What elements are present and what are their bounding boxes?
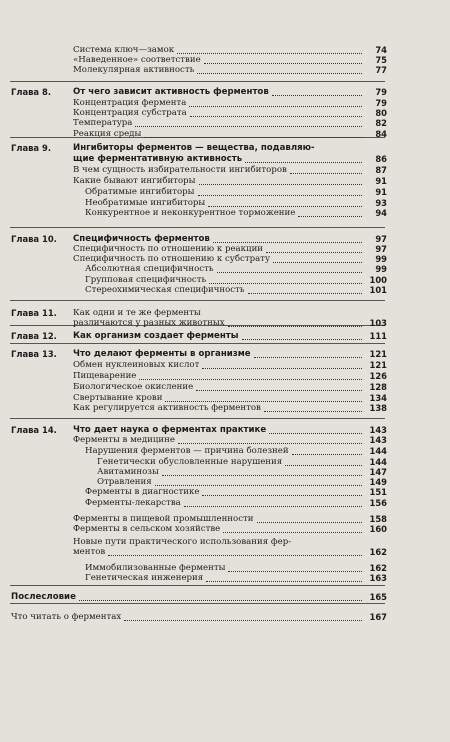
page-number: 138 bbox=[369, 403, 387, 413]
page-number: 79 bbox=[375, 87, 387, 97]
section-divider bbox=[10, 81, 385, 82]
page-number: 143 bbox=[369, 435, 387, 445]
entry-title: Система ключ—замок bbox=[73, 45, 175, 55]
entry-title: Отравления bbox=[97, 477, 152, 487]
dot-leader bbox=[248, 282, 362, 294]
toc-entry bbox=[0, 498, 450, 509]
entry-title: Пищеварение bbox=[73, 371, 137, 381]
page-number: 97 bbox=[375, 244, 387, 254]
page-number: 79 bbox=[375, 98, 387, 108]
page-number: 134 bbox=[369, 393, 387, 403]
page-number: 143 bbox=[369, 425, 387, 435]
page-number: 103 bbox=[369, 318, 387, 328]
entry-title: Реакция среды bbox=[73, 129, 142, 139]
section-divider bbox=[10, 418, 385, 419]
entry-title: В чем сущность избирательности ингибиторов bbox=[73, 165, 287, 175]
entry-title: Иммобилизованные ферменты bbox=[85, 563, 226, 573]
entry-title: Ферменты в диагностике bbox=[85, 487, 200, 497]
entry-title: «Наведенное» соответствие bbox=[73, 55, 201, 65]
page-number: 144 bbox=[369, 457, 387, 467]
page-number: 163 bbox=[369, 573, 387, 583]
page-number: 99 bbox=[375, 264, 387, 274]
page-number: 121 bbox=[369, 360, 387, 370]
page-number: 99 bbox=[375, 254, 387, 264]
page-number: 162 bbox=[369, 563, 387, 573]
chapter-number: Глава 10. bbox=[11, 234, 57, 244]
page-number: 101 bbox=[369, 285, 387, 295]
toc-entry bbox=[0, 331, 450, 342]
entry-title: Абсолютная специфичность bbox=[85, 264, 214, 274]
entry-title: Что читать о ферментах bbox=[11, 612, 122, 622]
entry-title: От чего зависит активность ферментов bbox=[73, 87, 269, 97]
chapter-number: Глава 12. bbox=[11, 331, 57, 341]
entry-title: Что дает наука о ферментах практике bbox=[73, 425, 267, 435]
entry-title: щие ферментативную активность bbox=[73, 154, 243, 164]
entry-title: Ингибиторы ферментов — вещества, подавляю- bbox=[73, 143, 315, 153]
entry-title: Ферменты в пищевой промышленности bbox=[73, 514, 254, 524]
entry-title: Генетическая инженерия bbox=[85, 573, 204, 583]
entry-title: Концентрация фермента bbox=[73, 98, 187, 108]
entry-title: Нарушения ферментов — причина болезней bbox=[85, 446, 289, 456]
page-number: 86 bbox=[375, 154, 387, 164]
toc-entry bbox=[0, 547, 450, 558]
page-number: 151 bbox=[369, 487, 387, 497]
entry-title: Послесловие bbox=[11, 592, 76, 602]
entry-title: Ферменты в медицине bbox=[73, 435, 175, 445]
toc-entry bbox=[0, 154, 450, 165]
page-number: 74 bbox=[375, 45, 387, 55]
page-number: 82 bbox=[375, 118, 387, 128]
toc-entry bbox=[0, 318, 450, 329]
toc-entry bbox=[0, 435, 450, 446]
dot-leader bbox=[242, 328, 362, 340]
toc-entry bbox=[0, 129, 450, 140]
dot-leader bbox=[206, 570, 362, 582]
page-number: 93 bbox=[375, 198, 387, 208]
entry-title: Новые пути практического использования фер- bbox=[73, 537, 292, 547]
dot-leader bbox=[223, 521, 362, 533]
entry-title: Обмен нуклеиновых кислот bbox=[73, 360, 200, 370]
entry-title: Молекулярная активность bbox=[73, 65, 195, 75]
page-number: 91 bbox=[375, 187, 387, 197]
chapter-number: Глава 9. bbox=[11, 143, 51, 153]
toc-entry bbox=[0, 65, 450, 76]
entry-title: Специфичность по отношению к реакции bbox=[73, 244, 264, 254]
page-number: 91 bbox=[375, 176, 387, 186]
entry-title: Авитаминозы bbox=[97, 467, 159, 477]
dot-leader bbox=[124, 609, 362, 621]
dot-leader bbox=[197, 62, 362, 74]
dot-leader bbox=[108, 544, 362, 556]
entry-title: Стереохимическая специфичность bbox=[85, 285, 245, 295]
page-number: 162 bbox=[369, 547, 387, 557]
section-divider bbox=[10, 585, 385, 586]
page-number: 97 bbox=[375, 234, 387, 244]
entry-title: Специфичность по отношению к субстрату bbox=[73, 254, 271, 264]
entry-title: Как регулируется активность ферментов bbox=[73, 403, 261, 413]
entry-title: Генетически обусловленные нарушения bbox=[97, 457, 283, 467]
dot-leader bbox=[264, 400, 362, 412]
page-number: 165 bbox=[369, 592, 387, 602]
page-number: 84 bbox=[375, 129, 387, 139]
page-number: 77 bbox=[375, 65, 387, 75]
page-number: 149 bbox=[369, 477, 387, 487]
entry-title: Биологическое окисление bbox=[73, 382, 194, 392]
entry-title: Свертывание крови bbox=[73, 393, 163, 403]
chapter-number: Глава 13. bbox=[11, 349, 57, 359]
entry-title: Как организм создает ферменты bbox=[73, 331, 239, 341]
dot-leader bbox=[228, 315, 362, 327]
entry-title: Специфичность ферментов bbox=[73, 234, 210, 244]
dot-leader bbox=[298, 205, 362, 217]
page-number: 100 bbox=[369, 275, 387, 285]
section-divider bbox=[10, 227, 385, 228]
entry-title: ментов bbox=[73, 547, 106, 557]
page-number: 160 bbox=[369, 524, 387, 534]
entry-title: Ферменты-лекарства bbox=[85, 498, 181, 508]
entry-title: Температура bbox=[73, 118, 133, 128]
page-number: 126 bbox=[369, 371, 387, 381]
toc-entry bbox=[0, 446, 450, 457]
entry-title: Ферменты в сельском хозяйстве bbox=[73, 524, 221, 534]
page-number: 156 bbox=[369, 498, 387, 508]
toc-entry bbox=[0, 612, 450, 623]
page-number: 111 bbox=[369, 331, 387, 341]
entry-title: Необратимые ингибиторы bbox=[85, 198, 206, 208]
page-number: 75 bbox=[375, 55, 387, 65]
entry-title: различаются у разных животных bbox=[73, 318, 225, 328]
page-number: 121 bbox=[369, 349, 387, 359]
page-number: 87 bbox=[375, 165, 387, 175]
section-divider bbox=[10, 300, 385, 301]
page-number: 94 bbox=[375, 208, 387, 218]
entry-title: Как одни и те же ферменты bbox=[73, 308, 201, 318]
page-number: 144 bbox=[369, 446, 387, 456]
chapter-number: Глава 11. bbox=[11, 308, 57, 318]
dot-leader bbox=[79, 589, 362, 601]
toc-entry bbox=[0, 403, 450, 414]
toc-entry bbox=[0, 208, 450, 219]
entry-title: Обратимые ингибиторы bbox=[85, 187, 195, 197]
toc-entry bbox=[0, 143, 450, 154]
section-divider bbox=[10, 603, 385, 604]
chapter-number: Глава 14. bbox=[11, 425, 57, 435]
entry-title: Концентрация субстрата bbox=[73, 108, 187, 118]
entry-title: Групповая специфичность bbox=[85, 275, 207, 285]
toc-entry bbox=[0, 573, 450, 584]
toc-entry bbox=[0, 524, 450, 535]
page-number: 80 bbox=[375, 108, 387, 118]
page-number: 147 bbox=[369, 467, 387, 477]
page-number: 158 bbox=[369, 514, 387, 524]
page-number: 128 bbox=[369, 382, 387, 392]
toc-entry bbox=[0, 592, 450, 603]
page-number: 167 bbox=[369, 612, 387, 622]
entry-title: Конкурентное и неконкурентное торможение bbox=[85, 208, 296, 218]
toc-entry bbox=[0, 285, 450, 296]
entry-title: Какие бывают ингибиторы bbox=[73, 176, 196, 186]
chapter-number: Глава 8. bbox=[11, 87, 51, 97]
dot-leader bbox=[184, 495, 362, 507]
section-divider bbox=[10, 343, 385, 344]
entry-title: Что делают ферменты в организме bbox=[73, 349, 251, 359]
dot-leader bbox=[144, 126, 362, 138]
